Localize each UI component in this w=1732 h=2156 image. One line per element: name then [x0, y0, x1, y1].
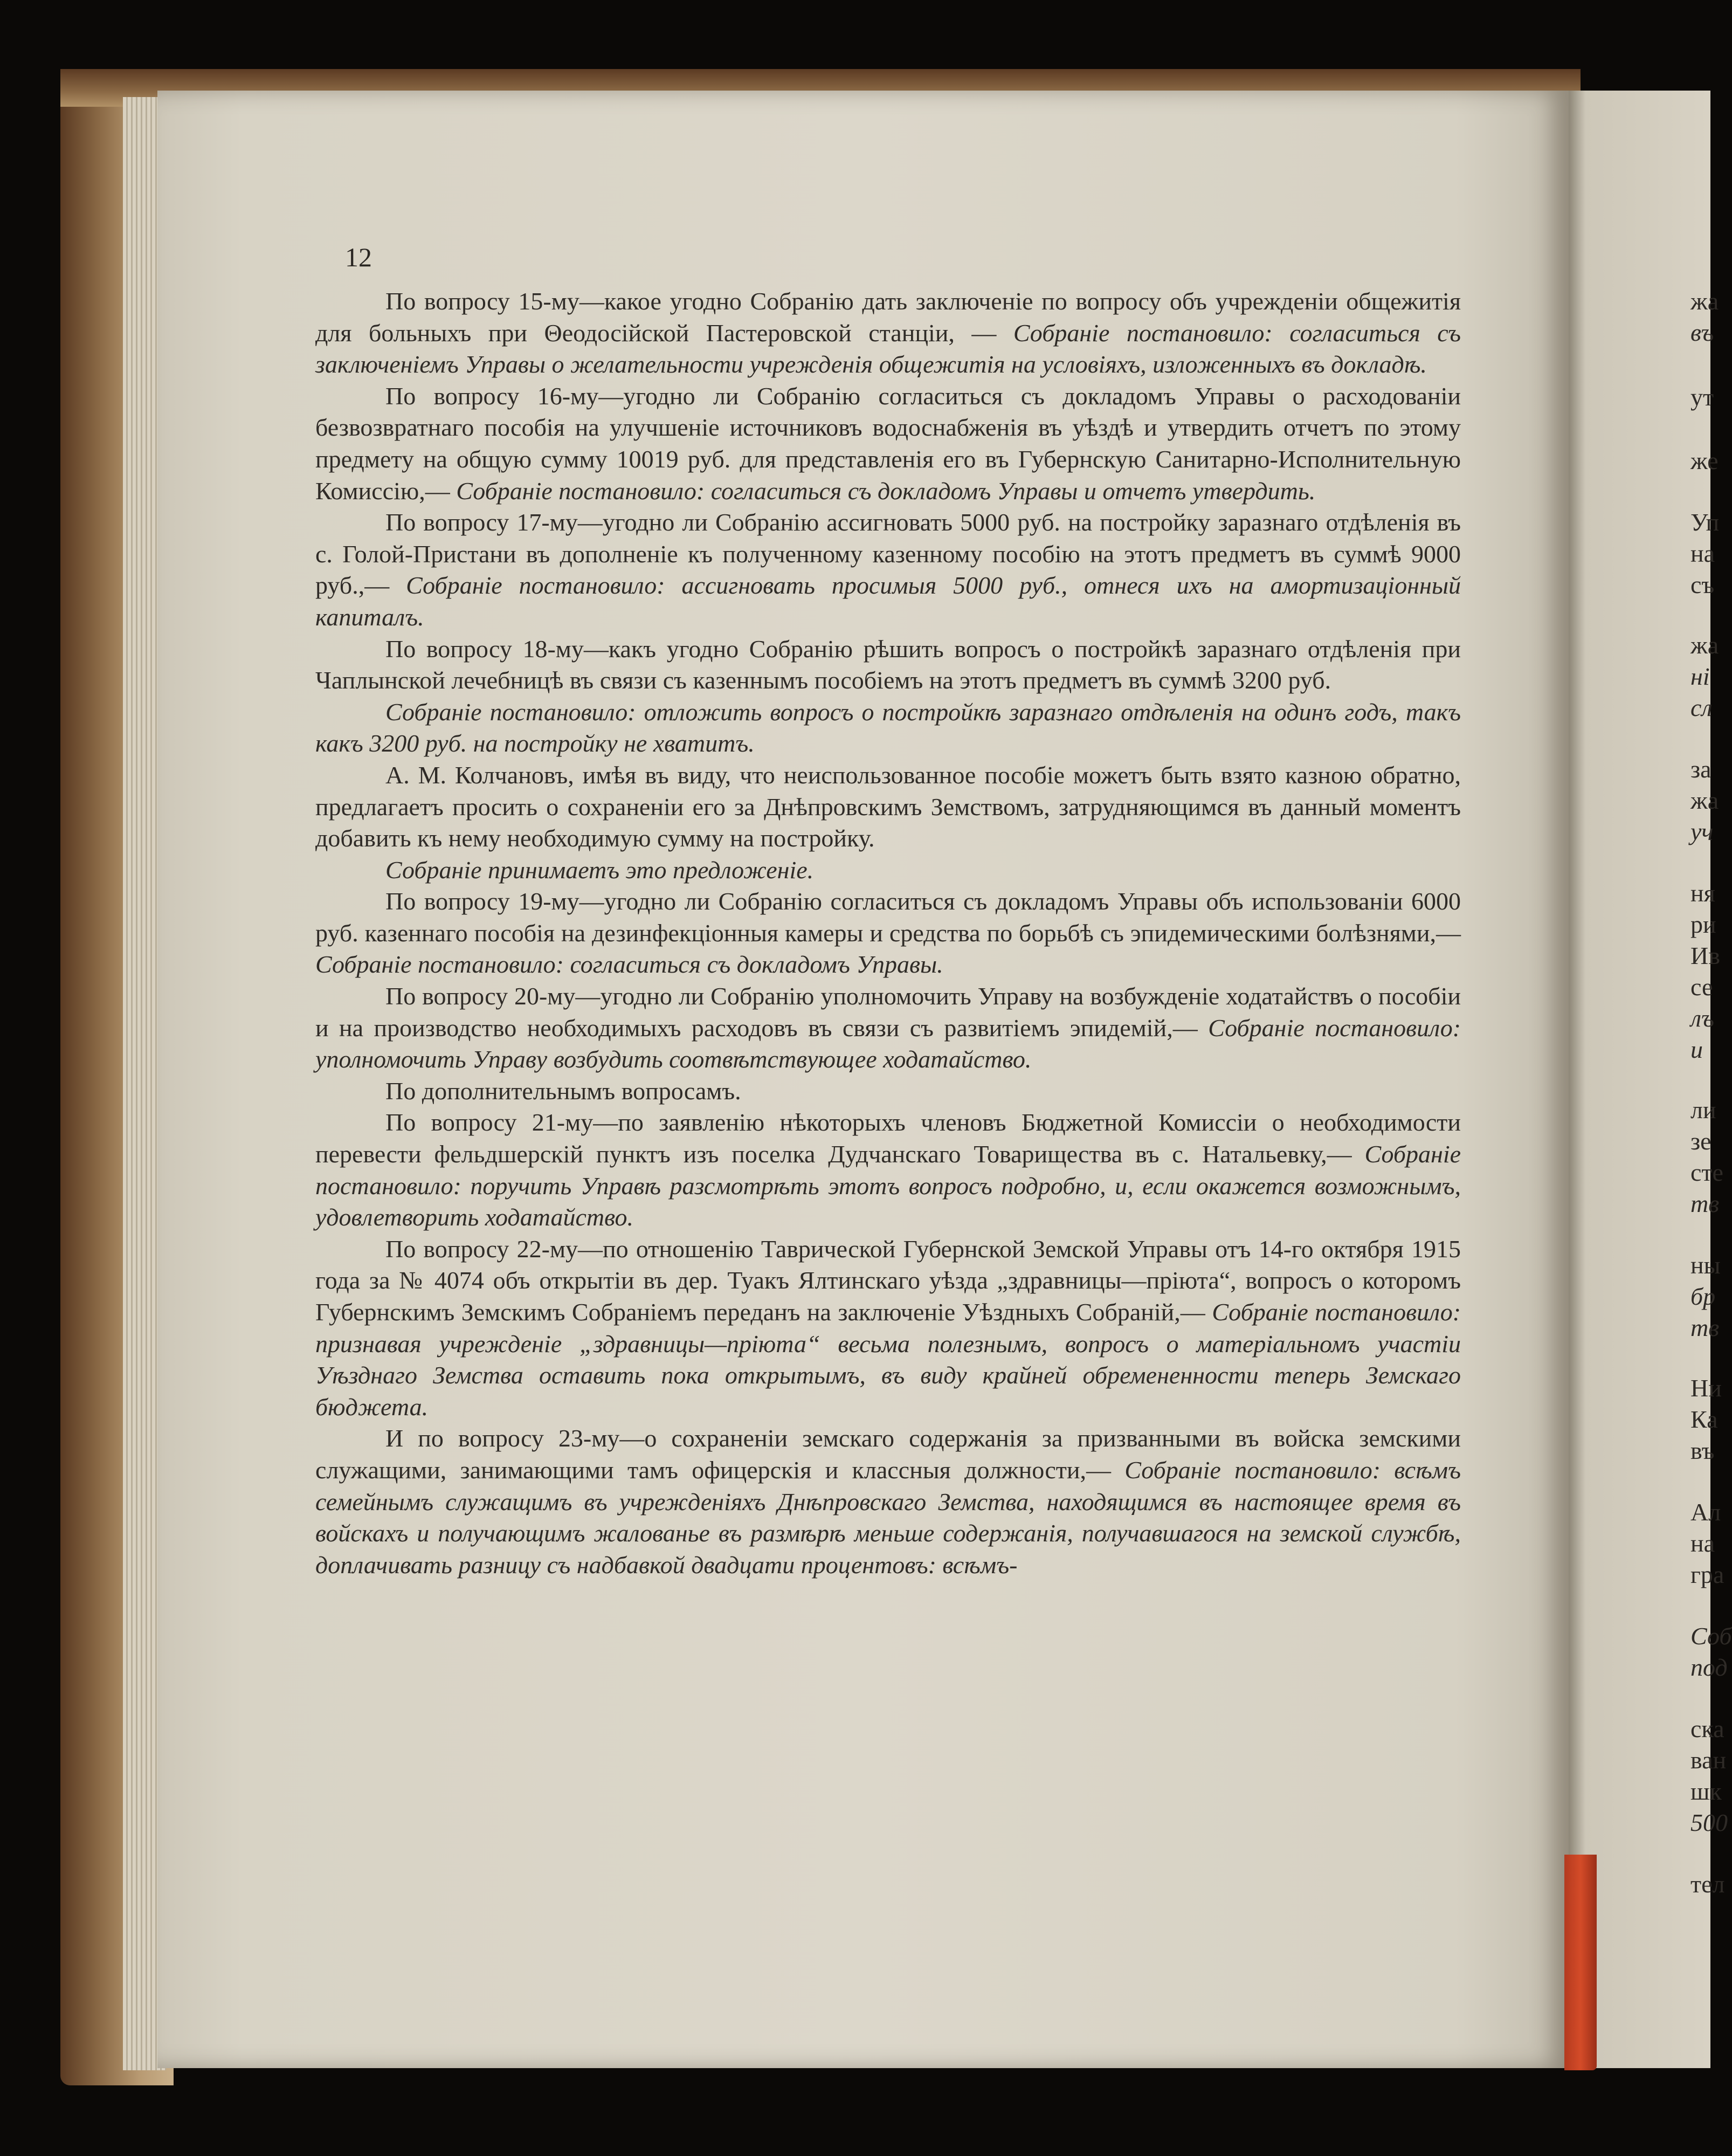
fragment: на [1690, 1530, 1715, 1557]
fragment: же [1690, 447, 1719, 474]
fragment: гра [1690, 1561, 1724, 1588]
paragraph-q15: По вопросу 15-му—какое угодно Собранію дать заключеніе по вопросу объ учрежденіи общежитія для больныхъ при Θеодосійской Пастеровской станціи, — Собраніе постановило: согласиться съ заключеніемъ Управы о желательности учрежденія общежитія на условіяхъ, изложенныхъ въ докладѣ. [315, 287, 1461, 378]
fragment: въ [1690, 1437, 1715, 1464]
fragment: тв [1690, 1314, 1720, 1341]
fragment: ван [1690, 1746, 1727, 1774]
paragraph-kolchanov-resolution: Собраніе принимаетъ это предложеніе. [385, 856, 814, 884]
fragment: Ив [1690, 942, 1720, 969]
fragment: Уп [1690, 508, 1720, 536]
fragment: 500 [1690, 1809, 1728, 1836]
fragment: жа [1690, 787, 1719, 814]
fragment: се [1690, 973, 1713, 1001]
fragment: сл [1690, 694, 1713, 721]
page-number: 12 [345, 242, 372, 272]
fragment: сте [1690, 1159, 1723, 1186]
paragraph-additional: По дополнительнымъ вопросамъ. [385, 1077, 741, 1105]
fragment: въ [1690, 319, 1714, 346]
paragraph-q20: По вопросу 20-му—угодно ли Собранію уполномочить Управу на возбужденіе ходатайствъ о пособіи и на производство необходимыхъ расходовъ въ связи съ развитіемъ эпидемій,— Собраніе постановило: уполномочить Управу возбудить соотвѣтствующее ходатайство. [315, 982, 1461, 1073]
fragment: Ал [1690, 1498, 1721, 1526]
fragment: съ [1690, 571, 1715, 598]
fragment: за [1690, 755, 1712, 783]
fragment: жа [1690, 631, 1719, 659]
paragraph-q21: По вопросу 21-му—по заявленію нѣкоторыхъ членовъ Бюджетной Комиссіи о необходимости перевести фельдшерскій пунктъ изъ поселка Дудчанскаго Товарищества въ с. Натальевку,— Собраніе постановило: поручить Управѣ разсмотрѣть этотъ вопросъ подробно, и, если окажется возможнымъ, удовлетворить ходатайство. [315, 1108, 1461, 1231]
fragment: ли [1690, 1096, 1716, 1124]
fragment: и [1690, 1036, 1703, 1063]
fragment: ны [1690, 1251, 1721, 1279]
fragment: под [1690, 1654, 1728, 1681]
fragment: на [1690, 540, 1715, 567]
fragment: бр [1690, 1283, 1716, 1310]
fragment: шк [1690, 1778, 1722, 1805]
paragraph-q23: И по вопросу 23-му—о сохраненіи земскаго содержанія за призванными въ войска земскими служащими, занимающими тамъ офицерскія и классныя должности,— Собраніе постановило: всѣмъ семейнымъ служащимъ въ учрежденіяхъ Днѣпровскаго Земства, находящимся въ настоящее время въ войскахъ и получающимъ жалованье въ размѣрѣ меньше содержанія, получавшагося на земской службѣ, доплачивать разницу съ надбавкой двадцати процентовъ: всѣмъ- [315, 1424, 1461, 1579]
fragment: тв [1690, 1190, 1720, 1217]
fragment: ри [1690, 911, 1716, 938]
fragment: ні [1690, 663, 1710, 690]
fragment: жа [1690, 287, 1719, 315]
paragraph-q17: По вопросу 17-му—угодно ли Собранію ассигновать 5000 руб. на постройку заразнаго отдѣленія въ с. Голой-Пристани въ дополненіе къ полученному казенному пособію на этотъ предметъ въ суммѣ 9000 руб.,— Собраніе постановило: ассигновать просимыя 5000 руб., отнеся ихъ на амортизаціонный капиталъ. [315, 508, 1461, 631]
page-text [315, 286, 1461, 1581]
fragment: лъ [1690, 1004, 1714, 1032]
fragment: Соб [1690, 1622, 1732, 1650]
red-cover-edge [1564, 1855, 1597, 2070]
fragment: Ка [1690, 1406, 1718, 1433]
paragraph-q19: По вопросу 19-му—угодно ли Собранію согласиться съ докладомъ Управы объ использованіи 6000 руб. казеннаго пособія на дезинфекціонныя камеры и средства по борьбѣ съ эпидемическими болѣзнями,— Собраніе постановило: согласиться съ докладомъ Управы. [315, 887, 1461, 979]
fragment: ут [1690, 383, 1714, 411]
paragraph-kolchanov: А. М. Колчановъ, имѣя въ виду, что неиспользованное пособіе можетъ быть взято казною обратно, предлагаетъ просить о сохраненіи его за Днѣпровскимъ Земствомъ, затрудняющимся въ данный моментъ добавить къ нему необходимую сумму на постройку. [315, 761, 1461, 852]
fragment: уч [1690, 818, 1714, 845]
fragment: зе [1690, 1127, 1712, 1155]
fragment: Ни [1690, 1374, 1722, 1402]
paragraph-q22: По вопросу 22-му—по отношенію Таврической Губернской Земской Управы отъ 14-го октября 1915 года за № 4074 объ открытіи въ дер. Туакъ Ялтинскаго уѣзда „здравницы—пріюта“, вопросъ о которомъ Губернскимъ Земскимъ Собраніемъ переданъ на заключеніе Уѣздныхъ Собраній,— Собраніе постановило: признавая учрежденіе „здравницы—пріюта“ весьма полезнымъ, вопросъ о матеріальномъ участіи Уѣзднаго Земства оставить пока открытымъ, въ виду крайней обремененности теперь Земскаго бюджета. [315, 1235, 1461, 1421]
fragment: ска [1690, 1715, 1724, 1742]
fragment: тел [1690, 1870, 1725, 1898]
paragraph-q18: По вопросу 18-му—какъ угодно Собранію рѣшить вопросъ о постройкѣ заразнаго отдѣленія при Чаплынской лечебницѣ въ связи съ казеннымъ пособіемъ на этотъ предметъ въ суммѣ 3200 руб. [315, 635, 1461, 694]
fragment: ня [1690, 879, 1715, 907]
paragraph-q16: По вопросу 16-му—угодно ли Собранію согласиться съ докладомъ Управы о расходованіи безвозвратнаго пособія на улучшеніе источниковъ водоснабженія въ уѣздѣ и утвердить отчетъ по этому предмету на общую сумму 10019 руб. для представленія его въ Губернскую Санитарно-Исполнительную Комиссію,— Собраніе постановило: согласиться съ докладомъ Управы и отчетъ утвердить. [315, 382, 1461, 505]
paragraph-q18-resolution: Собраніе постановило: отложить вопросъ о постройкѣ заразнаго отдѣленія на одинъ годъ, такъ какъ 3200 руб. на постройку не хватитъ. [315, 698, 1461, 757]
